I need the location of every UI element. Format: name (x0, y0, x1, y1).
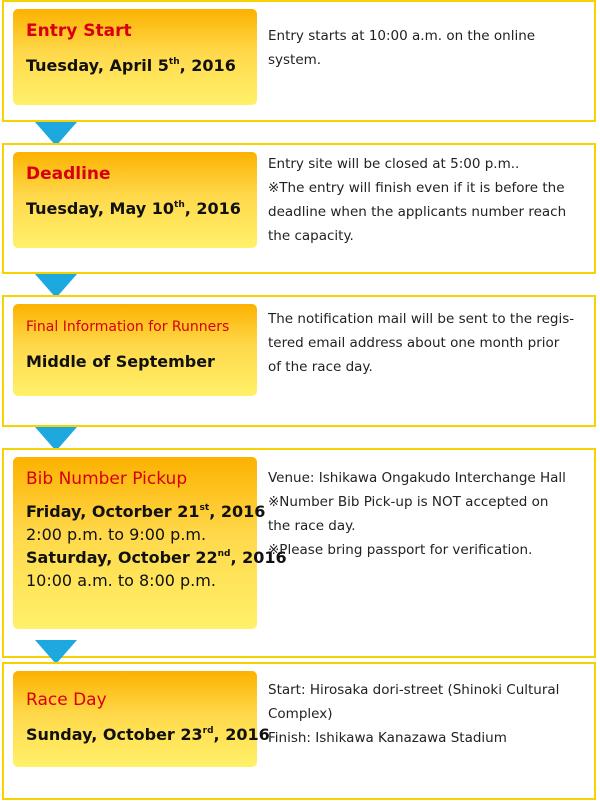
step-entry-start (2, 0, 596, 122)
step-title: Final Information for Runners (26, 319, 230, 335)
step-description: Venue: Ishikawa Ongakudo Interchange Hall ※Number Bib Pick-up is NOT accepted on the race day. ※Please bring passport for verification. (268, 470, 566, 558)
step-deadline (2, 143, 596, 274)
step-description: Entry starts at 10:00 a.m. on the online system. (268, 28, 536, 68)
down-arrow-icon (35, 640, 77, 664)
step-time: 10:00 a.m. to 8:00 p.m. (26, 571, 216, 590)
step-title: Entry Start (26, 21, 132, 41)
step-date: Friday, Octorber 21st, 2016 (26, 502, 266, 521)
step-final-information (2, 295, 596, 427)
step-label-box (13, 671, 270, 767)
step-race-day (2, 662, 596, 800)
step-date: Tuesday, May 10th, 2016 (26, 199, 241, 218)
step-title: Race Day (26, 690, 107, 710)
step-description: Entry site will be closed at 5:00 p.m.. ※The entry will finish even if it is before the deadline when the applicants number reach the capacity. (268, 156, 567, 244)
step-date: Tuesday, April 5th, 2016 (26, 56, 236, 75)
step-date: Sunday, October 23rd, 2016 (26, 725, 270, 744)
step-label-box (13, 152, 257, 248)
step-time: 2:00 p.m. to 9:00 p.m. (26, 525, 207, 544)
step-description: Start: Hirosaka dori-street (Shinoki Cultural Complex) Finish: Ishikawa Kanazawa Stadium (268, 682, 560, 746)
step-description: The notification mail will be sent to the regis- tered email address about one month prior of the race day. (268, 311, 575, 375)
step-title: Deadline (26, 164, 111, 184)
step-title: Bib Number Pickup (26, 469, 188, 489)
step-label-box (13, 304, 257, 396)
step-date: Middle of September (26, 352, 215, 371)
step-label-box (13, 9, 257, 105)
step-bib-number-pickup (2, 448, 596, 658)
step-label-box (13, 457, 287, 629)
step-date: Saturday, October 22nd, 2016 (26, 548, 287, 567)
